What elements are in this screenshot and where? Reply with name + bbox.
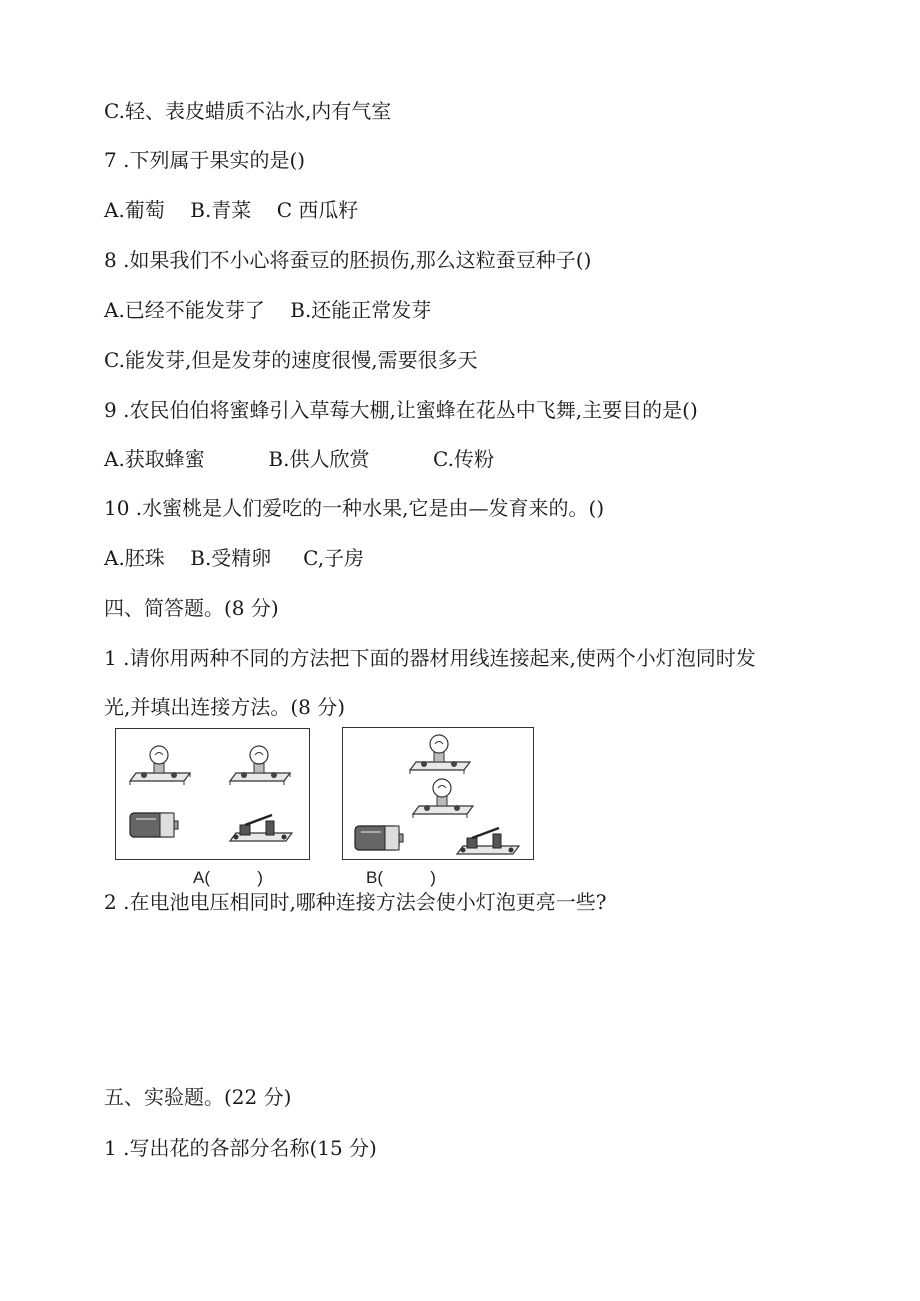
q7-option-b: B.青菜	[190, 198, 252, 222]
section5-heading: 五、实验题。(22 分)	[104, 1085, 292, 1109]
q9-option-c: C.传粉	[433, 447, 494, 471]
bulb-icon	[130, 746, 190, 785]
q7-option-c: C 西瓜籽	[276, 198, 359, 222]
section4-q2: 2 .在电池电压相同时,哪种连接方法会使小灯泡更亮一些?	[104, 890, 607, 914]
figure-b-label: B( )	[366, 868, 436, 887]
q8-option-c: C.能发芽,但是发芽的速度很慢,需要很多天	[104, 348, 478, 372]
section5-q1: 1 .写出花的各部分名称(15 分)	[104, 1136, 377, 1160]
q9-options	[104, 446, 494, 472]
q10-option-b: B.受精卵	[190, 546, 272, 570]
bulb-icon	[410, 735, 470, 774]
q10-option-c: C,子房	[303, 546, 365, 570]
q8-options-ab	[104, 297, 431, 323]
battery-icon	[130, 813, 178, 837]
q10-options	[104, 545, 364, 571]
circuit-figure-a	[115, 728, 310, 860]
section4-heading: 四、简答题。(8 分)	[104, 596, 279, 620]
q10-option-a: A.胚珠	[104, 546, 165, 570]
q9-option-a: A.获取蜂蜜	[104, 447, 205, 471]
switch-icon	[230, 815, 292, 841]
section4-q1-line1: 1 .请你用两种不同的方法把下面的器材用线连接起来,使两个小灯泡同时发	[104, 646, 756, 670]
q7-options	[104, 197, 358, 223]
q8-option-a: A.已经不能发芽了	[104, 298, 265, 322]
circuit-figure-b	[342, 727, 534, 860]
bulb-icon	[413, 779, 473, 818]
section4-q1-line2: 光,并填出连接方法。(8 分)	[104, 695, 346, 719]
q10-stem: 10 .水蜜桃是人们爱吃的一种水果,它是由—发育来的。()	[104, 496, 605, 520]
q9-option-b: B.供人欣赏	[268, 447, 370, 471]
q7-stem: 7 .下列属于果实的是()	[104, 148, 306, 172]
battery-icon	[355, 826, 403, 850]
figure-a-label: A( )	[193, 868, 263, 887]
q8-option-b: B.还能正常发芽	[290, 298, 432, 322]
bulb-icon	[230, 746, 290, 785]
q8-stem: 8 .如果我们不小心将蚕豆的胚损伤,那么这粒蚕豆种子()	[104, 248, 592, 272]
q6-option-c: C.轻、表皮蜡质不沾水,内有气室	[104, 99, 392, 123]
q9-stem: 9 .农民伯伯将蜜蜂引入草莓大棚,让蜜蜂在花丛中飞舞,主要目的是()	[104, 398, 698, 422]
switch-icon	[457, 828, 519, 854]
q7-option-a: A.葡萄	[104, 198, 165, 222]
